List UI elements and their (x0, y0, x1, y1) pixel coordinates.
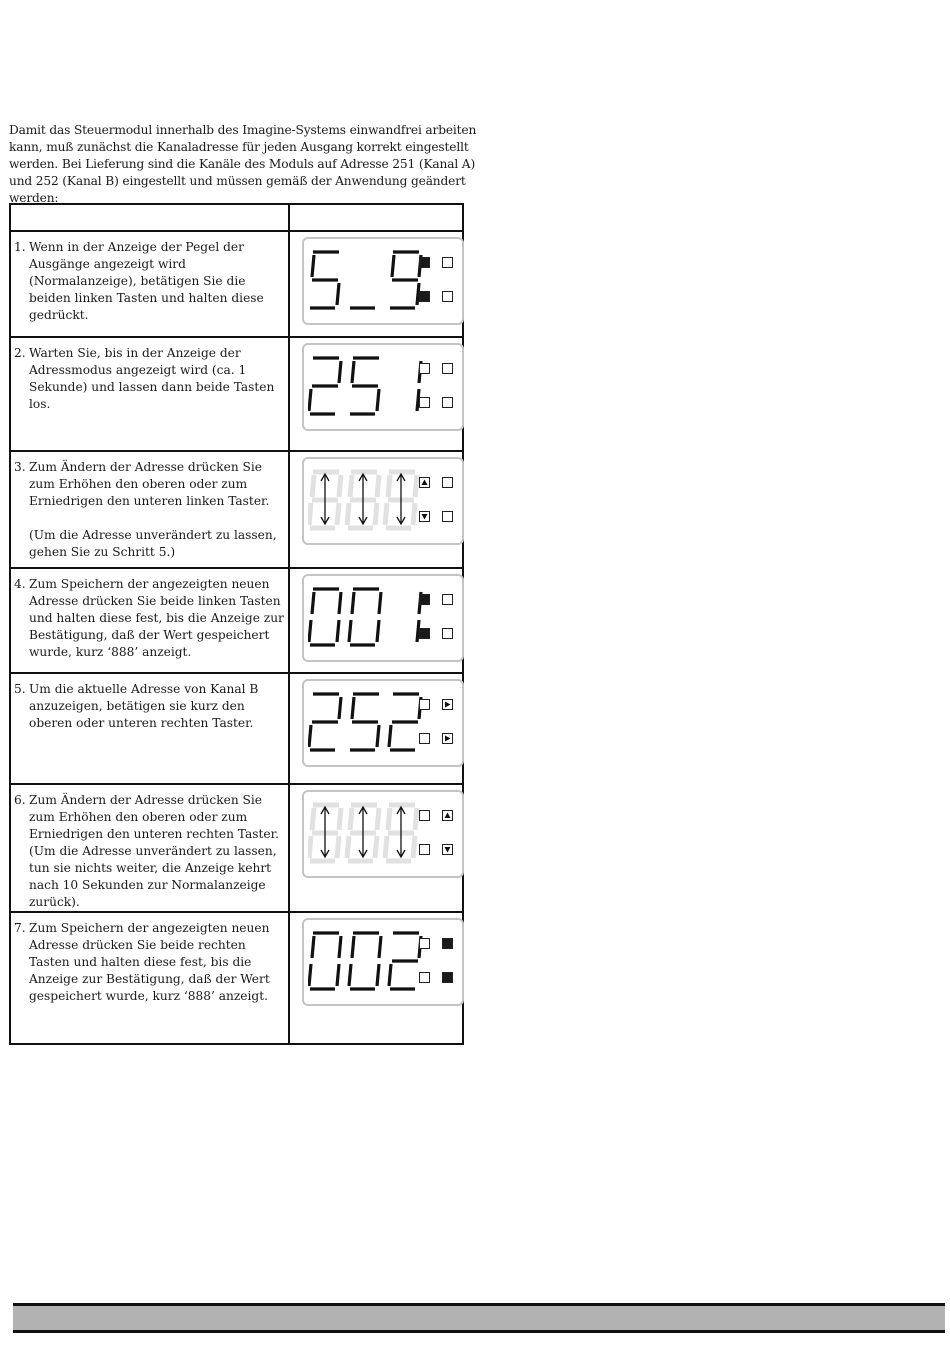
digit-segment (337, 620, 339, 642)
digit-segment (349, 964, 351, 986)
digit-segment (312, 255, 314, 277)
key-right-arrow-icon (442, 699, 453, 710)
faint-segment (413, 836, 415, 858)
seven-segment-display (308, 245, 428, 317)
pressed-key-icon (419, 291, 430, 302)
digit-segment (377, 389, 379, 411)
instruction-table (9, 203, 464, 1045)
digit-segment (352, 936, 354, 958)
digit-segment (339, 936, 341, 958)
seven-segment-display (308, 926, 428, 998)
seven-segment-display (308, 582, 428, 654)
step-paragraph: Warten Sie, bis in der Anzeige der Adressmodus angezeigt wird (ca. 1 Sekunde) und lassen dann beide Tasten los. (29, 346, 275, 411)
seven-segment-display (308, 687, 428, 759)
faint-segment (388, 475, 390, 497)
module-display-panel (302, 457, 464, 545)
key-icon (419, 733, 430, 744)
digit-segment (309, 725, 311, 747)
pressed-key-icon (419, 594, 430, 605)
key-icon (442, 477, 453, 488)
key-icon (442, 511, 453, 522)
step-text (11, 913, 288, 1005)
step-text (11, 569, 288, 661)
key-up-arrow-icon (419, 477, 430, 488)
key-down-arrow-icon (442, 844, 453, 855)
digit-segment (389, 725, 391, 747)
digit-segment (352, 361, 354, 383)
faint-segment (377, 475, 379, 497)
step-text (11, 674, 288, 732)
step-text-cell (10, 337, 289, 451)
faint-segment (337, 503, 339, 525)
pressed-key-icon (419, 628, 430, 639)
step-description (29, 792, 286, 911)
step-number: 1. (14, 240, 26, 254)
key-icon (419, 938, 430, 949)
digit-segment (379, 936, 381, 958)
faint-segment (339, 808, 341, 830)
digit-segment (339, 592, 341, 614)
key-icon (419, 972, 430, 983)
faint-segment (347, 503, 349, 525)
display-cell (289, 673, 463, 784)
digit-segment (349, 620, 351, 642)
digit-segment (309, 389, 311, 411)
module-display-panel (302, 679, 464, 767)
faint-segment (415, 475, 417, 497)
table-row (10, 231, 463, 337)
pressed-key-icon (442, 938, 453, 949)
faint-segment (385, 503, 387, 525)
key-icon (442, 594, 453, 605)
step-paragraph: Zum Speichern der angezeigten neuen Adresse drücken Sie beide rechten Tasten und halten diese fest, bis die Anzeige zur Bestätigung, daß der Wert gespeichert wurde, kurz ‘888’ anzeigt. (29, 921, 270, 1003)
faint-segment (375, 503, 377, 525)
step-description (29, 920, 286, 1005)
key-icon (442, 397, 453, 408)
step-number: 3. (14, 460, 26, 474)
table-row (10, 912, 463, 1044)
digit-segment (339, 361, 341, 383)
step-number: 6. (14, 793, 26, 807)
faint-segment (385, 836, 387, 858)
pressed-key-icon (419, 257, 430, 268)
key-icon (442, 628, 453, 639)
digit-segment (377, 964, 379, 986)
key-icon (419, 397, 430, 408)
footer-bar (13, 1303, 945, 1333)
step-text-cell (10, 784, 289, 912)
digit-segment (352, 697, 354, 719)
triangle-down-icon (443, 845, 452, 854)
step-paragraph: Wenn in der Anzeige der Pegel der Ausgänge angezeigt wird (Normalanzeige), betätigen Sie die beiden linken Tasten und halten diese gedrückt. (29, 240, 264, 322)
step-text (11, 785, 288, 911)
digit-segment (309, 620, 311, 642)
display-cell (289, 568, 463, 673)
step-paragraph: Zum Ändern der Adresse drücken Sie zum Erhöhen den oberen oder zum Erniedrigen den unteren linken Taster. (29, 460, 270, 508)
key-icon (442, 257, 453, 268)
table-header-left (10, 204, 289, 231)
key-icon (419, 810, 430, 821)
table-header-right (289, 204, 463, 231)
triangle-down-icon (420, 512, 429, 521)
key-icon (419, 363, 430, 374)
faint-segment (375, 836, 377, 858)
step-paragraph: Zum Speichern der angezeigten neuen Adresse drücken Sie beide linken Tasten und halten diese fest, bis die Anzeige zur Bestätigung, daß der Wert gespeichert wurde, kurz ‘888’ anzeigt. (29, 577, 284, 659)
step-description (29, 459, 286, 561)
triangle-right-icon (443, 734, 452, 743)
faint-segment (377, 808, 379, 830)
pressed-key-icon (442, 972, 453, 983)
digit-segment (389, 964, 391, 986)
triangle-up-icon (443, 811, 452, 820)
key-up-arrow-icon (442, 810, 453, 821)
step-text (11, 338, 288, 413)
table-row (10, 337, 463, 451)
digit-segment (337, 283, 339, 305)
faint-segment (312, 808, 314, 830)
faint-segment (339, 475, 341, 497)
module-display-panel (302, 574, 464, 662)
table-row (10, 784, 463, 912)
digit-segment (392, 255, 394, 277)
table-header-row (10, 204, 463, 231)
display-cell (289, 451, 463, 568)
step-description (29, 345, 286, 413)
intro-paragraph: Damit das Steuermodul innerhalb des Imagine-Systems einwandfrei arbeiten kann, muß zunächst die Kanaladresse für jeden Ausgang korrekt eingestellt werden. Bei Lieferung sind die Kanäle des Moduls auf Adresse 251 (Kanal A) und 252 (Kanal B) eingestellt und müssen gemäß der Anwendung geändert werden: (9, 123, 477, 205)
step-text-cell (10, 673, 289, 784)
display-cell (289, 784, 463, 912)
key-right-arrow-icon (442, 733, 453, 744)
faint-segment (388, 808, 390, 830)
table-row (10, 451, 463, 568)
step-text-cell (10, 451, 289, 568)
seven-segment-display (308, 351, 428, 423)
step-paragraph: Zum Ändern der Adresse drücken Sie zum Erhöhen den oberen oder zum Erniedrigen den unteren rechten Taster. (Um die Adresse unverändert zu lassen, tun sie nichts weiter, die Anzeige kehrt nach 10 Sekunden zur Normalanzeige zurück). (29, 793, 279, 909)
triangle-right-icon (443, 700, 452, 709)
digit-segment (312, 592, 314, 614)
step-number: 2. (14, 346, 26, 360)
table-row (10, 568, 463, 673)
module-display-panel (302, 918, 464, 1006)
key-icon (419, 844, 430, 855)
step-text-cell (10, 912, 289, 1044)
key-icon (442, 363, 453, 374)
key-icon (442, 291, 453, 302)
key-icon (419, 699, 430, 710)
faint-segment (309, 836, 311, 858)
triangle-up-icon (420, 478, 429, 487)
digit-segment (377, 620, 379, 642)
step-text (11, 232, 288, 324)
digit-segment (377, 725, 379, 747)
seven-segment-display (308, 465, 428, 537)
step-text (11, 452, 288, 561)
step-text-cell (10, 231, 289, 337)
faint-segment (309, 503, 311, 525)
step-number: 4. (14, 577, 26, 591)
digit-segment (309, 964, 311, 986)
digit-segment (337, 964, 339, 986)
step-number: 5. (14, 682, 26, 696)
faint-segment (350, 475, 352, 497)
step-text-cell (10, 568, 289, 673)
step-description (29, 576, 286, 661)
digit-segment (339, 697, 341, 719)
display-cell (289, 912, 463, 1044)
step-paragraph: (Um die Adresse unverändert zu lassen, gehen Sie zu Schritt 5.) (29, 528, 277, 559)
display-cell (289, 231, 463, 337)
digit-segment (352, 592, 354, 614)
step-number: 7. (14, 921, 26, 935)
module-display-panel (302, 343, 464, 431)
faint-segment (413, 503, 415, 525)
step-description (29, 681, 286, 732)
module-display-panel (302, 237, 464, 325)
digit-segment (379, 592, 381, 614)
faint-segment (347, 836, 349, 858)
step-description (29, 239, 286, 324)
faint-segment (337, 836, 339, 858)
faint-segment (415, 808, 417, 830)
faint-segment (350, 808, 352, 830)
display-cell (289, 337, 463, 451)
table-row (10, 673, 463, 784)
faint-segment (312, 475, 314, 497)
key-down-arrow-icon (419, 511, 430, 522)
digit-segment (312, 936, 314, 958)
module-display-panel (302, 790, 464, 878)
step-paragraph: Um die aktuelle Adresse von Kanal B anzuzeigen, betätigen sie kurz den oberen oder unteren rechten Taster. (29, 682, 259, 730)
seven-segment-display (308, 798, 428, 870)
